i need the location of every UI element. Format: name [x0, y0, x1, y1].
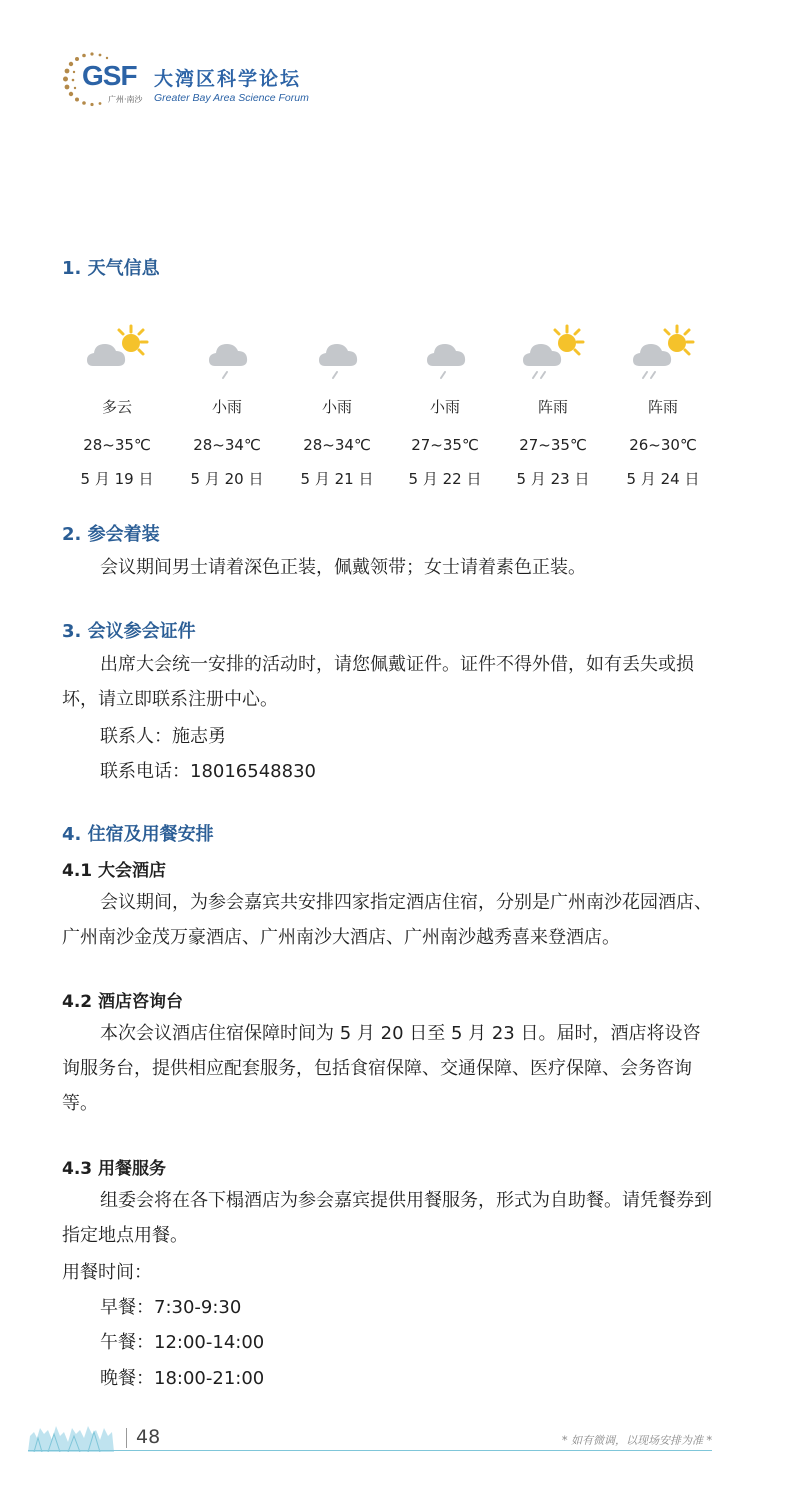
weather-date: 5 月 19 日: [80, 470, 154, 488]
weather-temperature: 28~34℃: [193, 436, 261, 454]
weather-condition: 小雨: [429, 398, 460, 416]
page-number: 48: [136, 1426, 161, 1448]
weather-date: 5 月 24 日: [626, 470, 700, 488]
weather-temperature: 27~35℃: [519, 436, 587, 454]
logo-chinese-name: 大湾区科学论坛: [154, 68, 302, 90]
weather-condition: 阵雨: [647, 398, 678, 416]
dinner-time: 晚餐：18:00-21:00: [100, 1368, 265, 1389]
weather-day: [390, 318, 500, 498]
footer-note: * 如有微调，以现场安排为准 *: [562, 1434, 712, 1447]
shower-icon: [513, 318, 593, 380]
partly-cloudy-icon: [77, 318, 157, 380]
desk-subheading: 4.2 酒店咨询台: [62, 992, 184, 1012]
forum-logo: [62, 50, 332, 108]
badge-paragraph: 出席大会统一安排的活动时，请您佩戴证件。证件不得外借，如有丢失或损坏，请立即联系注册中心。: [62, 654, 694, 710]
weather-condition: 小雨: [211, 398, 242, 416]
light-rain-icon: [187, 318, 267, 380]
weather-date: 5 月 22 日: [408, 470, 482, 488]
weather-temperature: 26~30℃: [629, 436, 697, 454]
badge-heading: 3. 会议参会证件: [62, 621, 196, 642]
weather-temperature: 28~35℃: [83, 436, 151, 454]
weather-day: [498, 318, 608, 498]
desk-paragraph: 本次会议酒店住宿保障时间为 5 月 20 日至 5 月 23 日。届时，酒店将设咨询服务台，提供相应配套服务，包括食宿保障、交通保障、医疗保障、会务咨询等。: [62, 1023, 701, 1114]
hotel-subheading: 4.1 大会酒店: [62, 861, 167, 881]
weather-condition: 多云: [101, 398, 132, 416]
dress-paragraph: 会议期间男士请着深色正装，佩戴领带；女士请着素色正装。: [100, 557, 586, 578]
weather-date: 5 月 23 日: [516, 470, 590, 488]
weather-date: 5 月 20 日: [190, 470, 264, 488]
weather-temperature: 28~34℃: [303, 436, 371, 454]
footer-rule: [28, 1450, 712, 1451]
dress-heading: 2. 参会着装: [62, 524, 160, 545]
hotel-paragraph: 会议期间，为参会嘉宾共安排四家指定酒店住宿，分别是广州南沙花园酒店、广州南沙金茂万豪酒店、广州南沙大酒店、广州南沙越秀喜来登酒店。: [62, 892, 712, 948]
weather-temperature: 27~35℃: [411, 436, 479, 454]
weather-heading: 1. 天气信息: [62, 258, 160, 279]
weather-date: 5 月 21 日: [300, 470, 374, 488]
logo-location: 广州·南沙: [108, 95, 143, 104]
logo-english-name: Greater Bay Area Science Forum: [154, 92, 309, 104]
weather-forecast: [62, 318, 722, 498]
meal-subheading: 4.3 用餐服务: [62, 1159, 167, 1179]
logo-abbreviation: GSF: [82, 60, 137, 91]
weather-condition: 小雨: [321, 398, 352, 416]
skyline-decoration-icon: [28, 1424, 114, 1452]
lunch-time: 午餐：12:00-14:00: [100, 1332, 265, 1353]
lodging-heading: 4. 住宿及用餐安排: [62, 824, 214, 845]
meal-paragraph: 组委会将在各下榻酒店为参会嘉宾提供用餐服务，形式为自助餐。请凭餐券到指定地点用餐。: [62, 1190, 712, 1246]
weather-day: [282, 318, 392, 498]
badge-contact: 联系人：施志勇: [100, 726, 226, 747]
breakfast-time: 早餐：7:30-9:30: [100, 1297, 242, 1318]
badge-phone: 联系电话：18016548830: [100, 761, 316, 782]
meal-time-label: 用餐时间：: [62, 1262, 152, 1283]
weather-condition: 阵雨: [537, 398, 568, 416]
shower-icon: [623, 318, 703, 380]
light-rain-icon: [297, 318, 377, 380]
footer-separator: [126, 1428, 127, 1448]
weather-day: [172, 318, 282, 498]
weather-day: [62, 318, 172, 498]
light-rain-icon: [405, 318, 485, 380]
weather-day: [608, 318, 718, 498]
